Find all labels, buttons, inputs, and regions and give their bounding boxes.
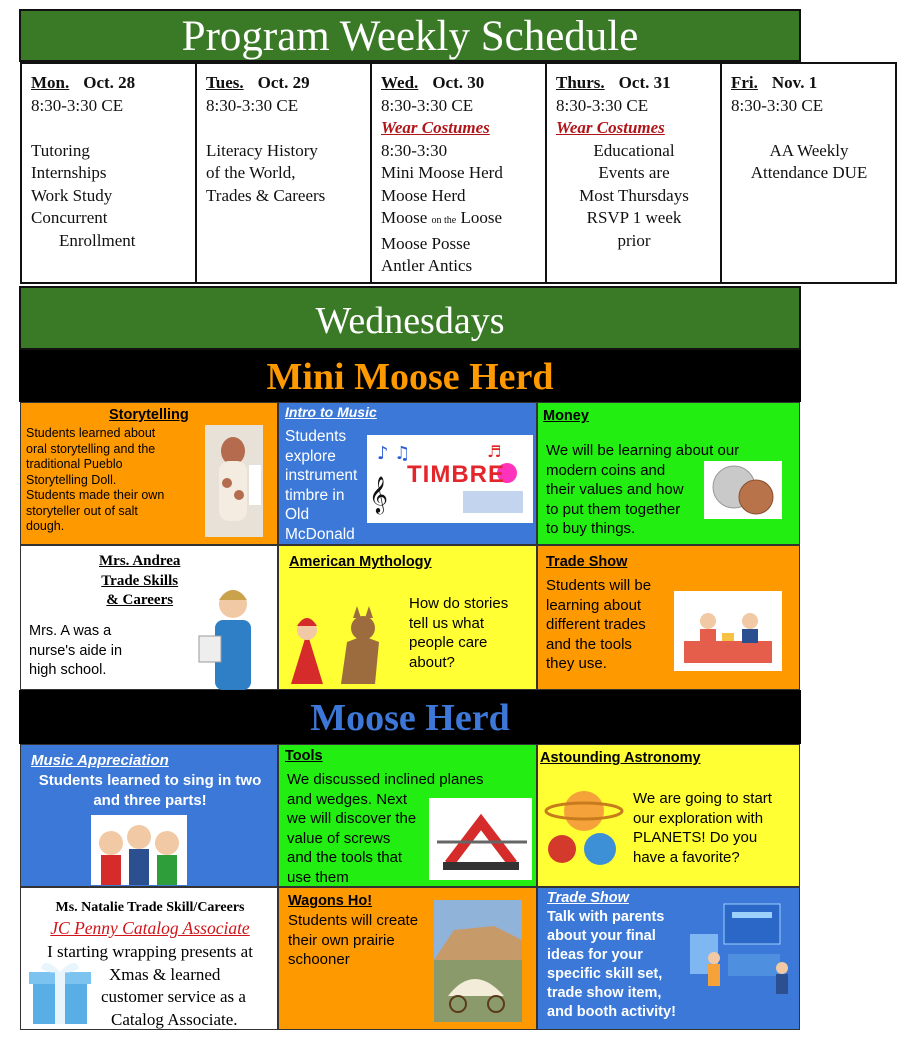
card-text: How do stories tell us what people care about? bbox=[409, 595, 509, 671]
card-text: Mrs. A was a nurse's aide in high school. bbox=[29, 623, 123, 678]
intro-music-card bbox=[278, 402, 537, 545]
card-title: Storytelling bbox=[109, 407, 189, 423]
day-name: Thurs. bbox=[556, 73, 605, 92]
moose-herd-title: Moose Herd bbox=[310, 697, 510, 739]
american-mythology-card bbox=[278, 545, 537, 690]
day-name: Wed. bbox=[381, 73, 419, 92]
day-time: 8:30-3:30 CE bbox=[206, 95, 299, 115]
card-title: Astounding Astronomy bbox=[540, 750, 701, 766]
card-title: Intro to Music bbox=[285, 404, 377, 420]
schedule-monday: Mon. Oct. 28 8:30-3:30 CE Tutoring Internships Work Study Concurrent Enrollment bbox=[21, 63, 196, 283]
car-jack-image bbox=[429, 798, 532, 880]
coins-image bbox=[704, 461, 782, 519]
day-time: 8:30-3:30 CE bbox=[381, 95, 474, 115]
day-time: 8:30-3:30 CE bbox=[556, 95, 649, 115]
wednesdays-banner bbox=[19, 286, 801, 350]
schedule-wednesday: Wed. Oct. 30 8:30-3:30 CE Wear Costumes 8:30-3:30 Mini Moose Herd Moose Herd Moose on the Loose Moose Posse Antler Antics bbox=[371, 63, 546, 283]
card-text: We are going to start our exploration with PLANETS! Do you have a favorite? bbox=[633, 790, 772, 866]
trade-show-card bbox=[537, 545, 800, 690]
schedule-tuesday: Tues. Oct. 29 8:30-3:30 CE Literacy History of the World, Trades & Careers bbox=[196, 63, 371, 283]
costume-note: Wear Costumes bbox=[381, 118, 490, 137]
card-subtitle: JC Penny Catalog Associate bbox=[50, 918, 250, 938]
card-text: We will be learning about our modern coins and their values and how to put them together to buy things. bbox=[546, 442, 740, 537]
moose-herd-header bbox=[19, 690, 801, 744]
astronomy-card bbox=[537, 744, 800, 887]
storytelling-card bbox=[20, 402, 278, 545]
planets-image bbox=[542, 781, 630, 871]
red-riding-hood-image bbox=[283, 602, 393, 686]
card-title: Trade Show bbox=[546, 554, 628, 570]
card-text: Students explore instrument timbre in Old McDonald bbox=[285, 428, 358, 543]
card-text: Students will create their own prairie schooner bbox=[288, 912, 419, 968]
tools-card bbox=[278, 744, 537, 887]
page-title: Program Weekly Schedule bbox=[181, 13, 639, 60]
card-text: Students will be learning about different trades and the tools they use. bbox=[546, 577, 652, 672]
timbre-word: TIMBRE bbox=[407, 461, 505, 488]
card-text: Students learned to sing in two and three parts! bbox=[38, 772, 262, 809]
card-title: Wagons Ho! bbox=[288, 893, 373, 909]
day-name: Tues. bbox=[206, 73, 244, 92]
nurse-image bbox=[187, 580, 267, 690]
day-name: Fri. bbox=[731, 73, 758, 92]
schedule-thursday: Thurs. Oct. 31 8:30-3:30 CE Wear Costumes Educational Events are Most Thursdays RSVP 1 week prior bbox=[546, 63, 721, 283]
ms-natalie-card bbox=[20, 887, 278, 1030]
mini-moose-header bbox=[19, 350, 801, 402]
svg-text:♪ ♫: ♪ ♫ bbox=[377, 443, 411, 464]
timbre-image bbox=[367, 435, 533, 523]
svg-text:𝄞: 𝄞 bbox=[369, 475, 388, 513]
trade-show-moose-card bbox=[537, 887, 800, 1030]
card-text: I starting wrapping presents at Xmas & learned customer service as a Catalog Associate. bbox=[47, 942, 253, 1029]
day-name: Mon. bbox=[31, 73, 70, 92]
card-title: Mrs. Andrea Trade Skills & Careers bbox=[99, 553, 181, 608]
covered-wagon-image bbox=[434, 900, 522, 1022]
day-time: 8:30-3:30 CE bbox=[731, 95, 824, 115]
card-title: Tools bbox=[285, 748, 323, 764]
day-date: Oct. 29 bbox=[257, 73, 310, 92]
card-text: Students learned about oral storytelling and the traditional Pueblo Storytelling Doll. Students made their own storyteller out of salt dough. bbox=[26, 426, 165, 533]
wagons-card bbox=[278, 887, 537, 1030]
gift-box-image bbox=[27, 956, 93, 1026]
booth-image bbox=[684, 898, 792, 998]
mini-moose-title: Mini Moose Herd bbox=[266, 356, 554, 398]
card-title: Trade Show bbox=[547, 890, 629, 906]
card-text: Talk with parents about your final ideas for your specific skill set, trade show item, and booth activity! bbox=[547, 909, 676, 1020]
shop-counter-image bbox=[674, 591, 782, 671]
weekly-schedule-table bbox=[20, 62, 897, 284]
card-title: Music Appreciation bbox=[31, 752, 169, 769]
wednesdays-title: Wednesdays bbox=[315, 300, 505, 342]
card-text: We discussed inclined planes and wedges. Next we will discover the value of screws and the tools that use them bbox=[287, 771, 484, 886]
singing-kids-image bbox=[91, 815, 187, 885]
money-card bbox=[537, 402, 800, 545]
svg-text:♬: ♬ bbox=[487, 442, 502, 461]
music-appreciation-card bbox=[20, 744, 278, 887]
costume-note: Wear Costumes bbox=[556, 118, 665, 137]
day-date: Oct. 28 bbox=[83, 73, 136, 92]
card-title: Ms. Natalie Trade Skill/Careers bbox=[55, 900, 245, 915]
schedule-friday: Fri. Nov. 1 8:30-3:30 CE AA Weekly Attendance DUE bbox=[721, 63, 896, 283]
day-date: Oct. 31 bbox=[618, 73, 671, 92]
card-title: Money bbox=[543, 408, 589, 424]
card-title: American Mythology bbox=[289, 554, 432, 570]
day-date: Oct. 30 bbox=[432, 73, 485, 92]
day-date: Nov. 1 bbox=[771, 73, 818, 92]
day-time: 8:30-3:30 CE bbox=[31, 95, 124, 115]
storyteller-doll-image bbox=[205, 425, 263, 537]
header-banner bbox=[19, 9, 801, 62]
mrs-andrea-card bbox=[20, 545, 278, 690]
